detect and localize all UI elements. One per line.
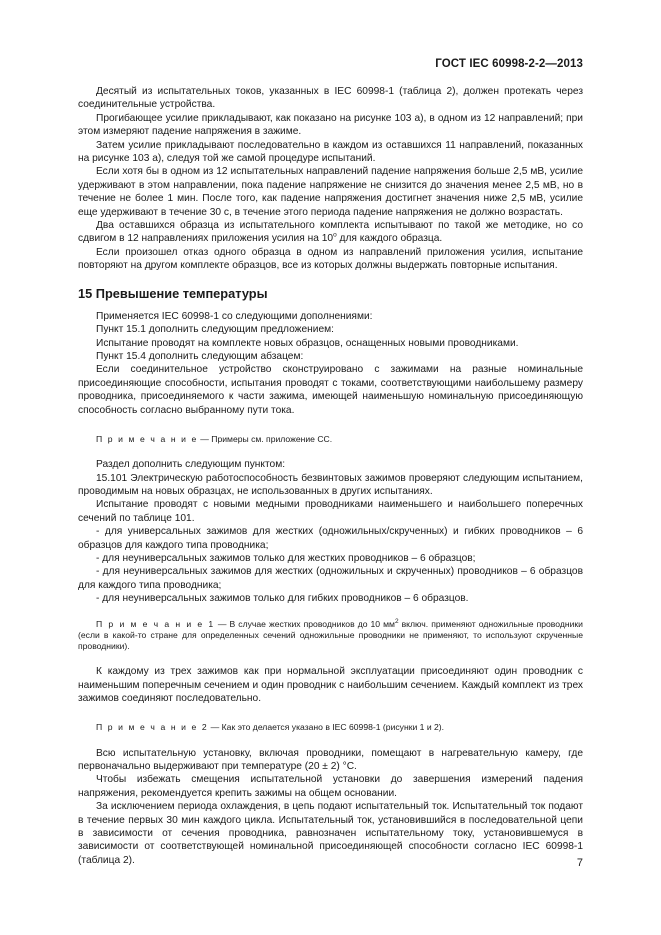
- paragraph: Чтобы избежать смещения испытательной установки до завершения измерений падения напряжения, рекомендуется крепить зажимы на общем основании.: [78, 774, 583, 799]
- spacer: [78, 705, 583, 713]
- note-label: П р и м е ч а н и е 2: [96, 722, 209, 733]
- spacer: [78, 417, 583, 425]
- section-heading: 15 Превышение температуры: [78, 285, 268, 301]
- paragraph-text: Два оставшихся образца из испытательного комплекта испытывают по такой же методике, но со сдвигом в 12 направлениях приложения усилия на 10: [78, 220, 583, 245]
- paragraph: [78, 219, 583, 246]
- list-item: - для неуниверсальных зажимов только для гибких проводников – 6 образцов.: [96, 593, 469, 605]
- unit-superscript: 2: [394, 617, 399, 625]
- page-number: 7: [576, 857, 583, 869]
- note-label: П р и м е ч а н и е 1: [96, 618, 215, 629]
- paragraph-text: для каждого образца.: [336, 233, 443, 245]
- degree-superscript: o: [333, 232, 337, 240]
- paragraph: Десятый из испытательных токов, указанных в IEC 60998-1 (таблица 2), должен протекать через соединительные устройства.: [78, 86, 583, 111]
- note-text: — В случае жестких проводников до 10 мм: [214, 618, 395, 629]
- paragraph: Испытание проводят на комплекте новых образцов, оснащенных новыми проводниками.: [96, 337, 519, 349]
- list-item: - для неуниверсальных зажимов только для жестких проводников – 6 образцов;: [96, 552, 476, 564]
- paragraph: Если произошел отказ одного образца в одном из направлений приложения усилия, испытание повторяют на другом комплекте образцов, все из которых должны выдержать повторные испытания.: [78, 246, 583, 272]
- paragraph: 15.101 Электрическую работоспособность безвинтовых зажимов проверяют следующим испытанием, проводимым на новых образцах, не использованных в других испытаниях.: [78, 472, 583, 497]
- paragraph: Затем усилие прикладывают последовательно в каждом из оставшихся 11 направлений, показанных на рисунке 103 а), следуя той же самой процедуре испытаний.: [78, 139, 583, 165]
- paragraph: К каждому из трех зажимов как при нормальной эксплуатации присоединяют один проводник с наименьшим поперечным сечением и один проводник с наибольшим сечением. Каждый комплект из трех зажимов соединяют последовательно.: [78, 666, 583, 705]
- paragraph: Если соединительное устройство сконструировано с зажимами на разные номинальные присоединяющие способности, испытания проводят с токами, соответствующими наибольшему размеру проводника, присоединяемого к части зажима, имеющей наименьшую номинальную присоединяющую способность согласно выбранному пути тока.: [78, 364, 583, 416]
- page-content: [78, 85, 583, 867]
- paragraph: Если хотя бы в одном из 12 испытательных направлений падение напряжения больше 2,5 мВ, усилие удерживают в этом направлении, пока падение напряжение не снизится до значения менее 2,5 мВ, но в течение не более 1 мин. После того, как падение напряжения достигнет значения ниже 2,5 мВ, усилие еще удерживают в течение 30 с, в течение этого периода падение напряжения не должно возрастать.: [78, 166, 583, 218]
- paragraph: За исключением периода охлаждения, в цепь подают испытательный ток. Испытательный ток подают в течение первых 30 мин каждого цикла. Испытательный ток, установившийся в последовательной цепи в зависимости от сечения проводника, равнозначен испытательному току, установившемуся в зависимости от соответствующей номинальной присоединяющей способности согласно IEC 60998-1 (таблица 2).: [78, 801, 583, 866]
- standard-header: ГОСТ IEC 60998-2-2—2013: [435, 58, 583, 70]
- list-item: - для универсальных зажимов для жестких (одножильных/скрученных) и гибких проводников – 6 образцов для каждого типа проводника;: [78, 526, 583, 551]
- note: [78, 722, 583, 733]
- note: [78, 434, 583, 445]
- note-text: — Как это делается указано в IEC 60998-1 (рисунки 1 и 2).: [208, 722, 445, 733]
- note-label: П р и м е ч а н и е: [96, 433, 198, 444]
- note-text: — Примеры см. приложение СС.: [197, 433, 333, 444]
- paragraph: Прогибающее усилие прикладывают, как показано на рисунке 103 а), в одном из 12 направлений; при этом измеряют падение напряжения в зажиме.: [78, 112, 583, 138]
- paragraph: Пункт 15.4 дополнить следующим абзацем:: [96, 350, 304, 362]
- list-item: - для неуниверсальных зажимов для жестких (одножильных и скрученных) проводников – 6 образцов для каждого типа проводника;: [78, 566, 583, 591]
- paragraph: Испытание проводят с новыми медными проводниками наименьшего и наибольшего поперечных сечений по таблице 101.: [78, 499, 583, 524]
- paragraph: Пункт 15.1 дополнить следующим предложением:: [96, 324, 334, 336]
- paragraph: Всю испытательную установку, включая проводники, помещают в нагревательную камеру, где первоначально выдерживают при температуре (20 ± 2) °С.: [78, 747, 583, 773]
- note: [78, 619, 583, 653]
- paragraph: Раздел дополнить следующим пунктом:: [96, 459, 286, 471]
- paragraph: Применяется IEC 60998-1 со следующими дополнениями:: [96, 310, 373, 322]
- spacer: [78, 606, 583, 610]
- note-text: включ. применяют одножильные проводники (если в какой-то стране для определенных сечений одножильные проводники не применяют, то используют скрученные проводники).: [78, 618, 583, 652]
